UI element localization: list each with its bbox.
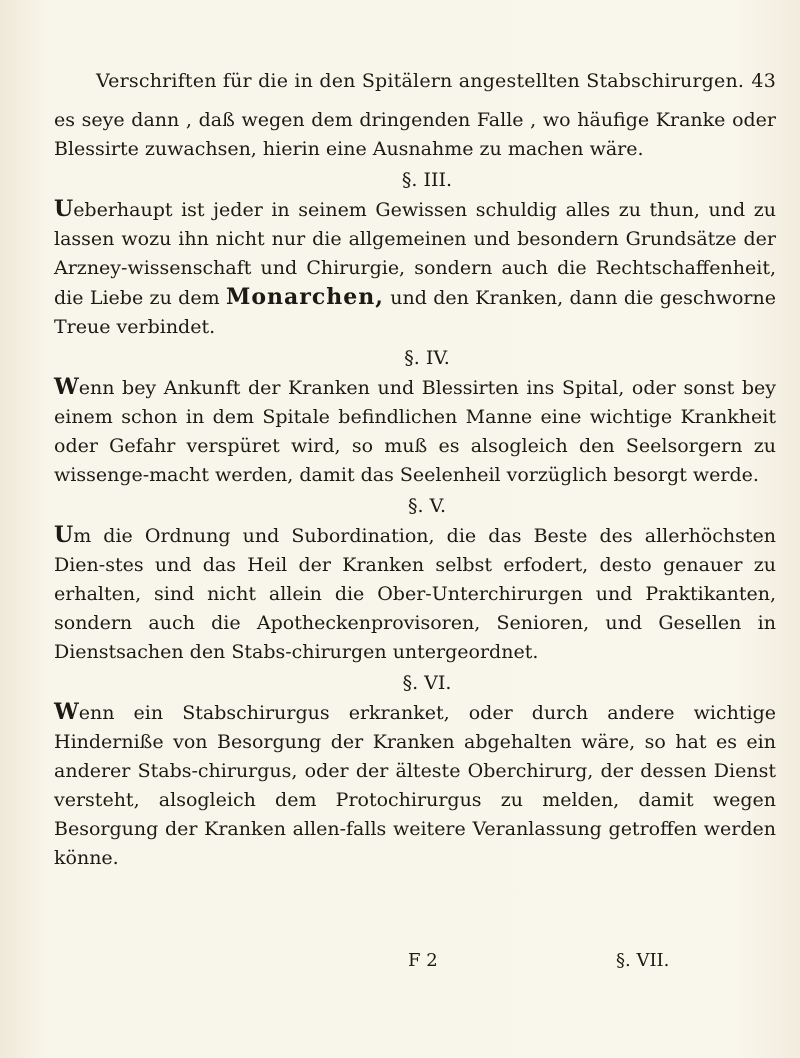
paragraph-text: es seye dann , daß wegen dem dringenden Falle , wo häufige Kranke oder Blessirte zuwachsen, hierin eine Ausnahme zu machen wäre. bbox=[54, 109, 776, 160]
emphasized-word: Monarchen, bbox=[225, 284, 384, 310]
paragraph-text: eberhaupt ist jeder in seinem Gewissen schuldig alles zu thun, und zu lassen wozu ihn nicht nur die allgemeinen und besondern Grundsätze der Arzney-wissenschaft und Chirurgie, sondern auch die Rechtschaffenheit, die Liebe zu dem bbox=[54, 199, 776, 309]
paragraph-text: enn ein Stabschirurgus erkranket, oder durch andere wichtige Hinderniße von Besorgung der Kranken abgehalten wäre, so hat es ein anderer Stabs-chirurgus, oder der älteste Oberchirurg, der dessen Dienst versteht, alsogleich dem Protochirurgus zu melden, damit wegen Besorgung der Kranken allen-falls weitere Veranlassung getroffen werden könne. bbox=[54, 702, 776, 869]
paragraph-section-5 bbox=[54, 521, 776, 667]
page-footer bbox=[0, 950, 800, 980]
section-heading-4: §. IV. bbox=[404, 347, 450, 369]
initial-letter: U bbox=[54, 196, 74, 222]
initial-letter: W bbox=[54, 699, 79, 725]
page-body bbox=[54, 106, 776, 873]
paragraph-section-4 bbox=[54, 373, 776, 490]
paragraph-continuation bbox=[54, 106, 776, 164]
section-heading-6: §. VI. bbox=[402, 672, 452, 694]
paragraph-text: und den Kranken, dann die geschworne Treue verbindet. bbox=[54, 287, 776, 338]
catchword: §. VII. bbox=[616, 950, 670, 971]
paragraph-text: enn bey Ankunft der Kranken und Blessirten ins Spital, oder sonst bey einem schon in dem Spitale befindlichen Manne eine wichtige Krankheit oder Gefahr verspüret wird, so muß es alsogleich den Seelsorgern zu wissenge-macht werden, damit das Seelenheil vorzüglich besorgt werde. bbox=[54, 377, 776, 486]
header-title: Verschriften für die in den Spitälern angestellten Stabschirurgen. bbox=[96, 70, 745, 92]
section-heading-5: §. V. bbox=[407, 495, 447, 517]
page-number: 43 bbox=[751, 70, 776, 92]
paragraph-section-6 bbox=[54, 698, 776, 873]
section-heading-3: §. III. bbox=[401, 169, 453, 191]
running-header bbox=[96, 70, 776, 98]
signature-mark: F 2 bbox=[408, 950, 438, 971]
paragraph-section-3 bbox=[54, 195, 776, 342]
paragraph-text: m die Ordnung und Subordination, die das Beste des allerhöchsten Dien-stes und das Heil der Kranken selbst erfodert, desto genauer zu erhalten, sind nicht allein die Ober-Unterchirurgen und Praktikanten, sondern auch die Apotheckenprovisoren, Senioren, und Gesellen in Dienstsachen den Stabs-chirurgen untergeordnet. bbox=[54, 525, 776, 663]
initial-letter: U bbox=[54, 522, 74, 548]
initial-letter: W bbox=[54, 374, 79, 400]
